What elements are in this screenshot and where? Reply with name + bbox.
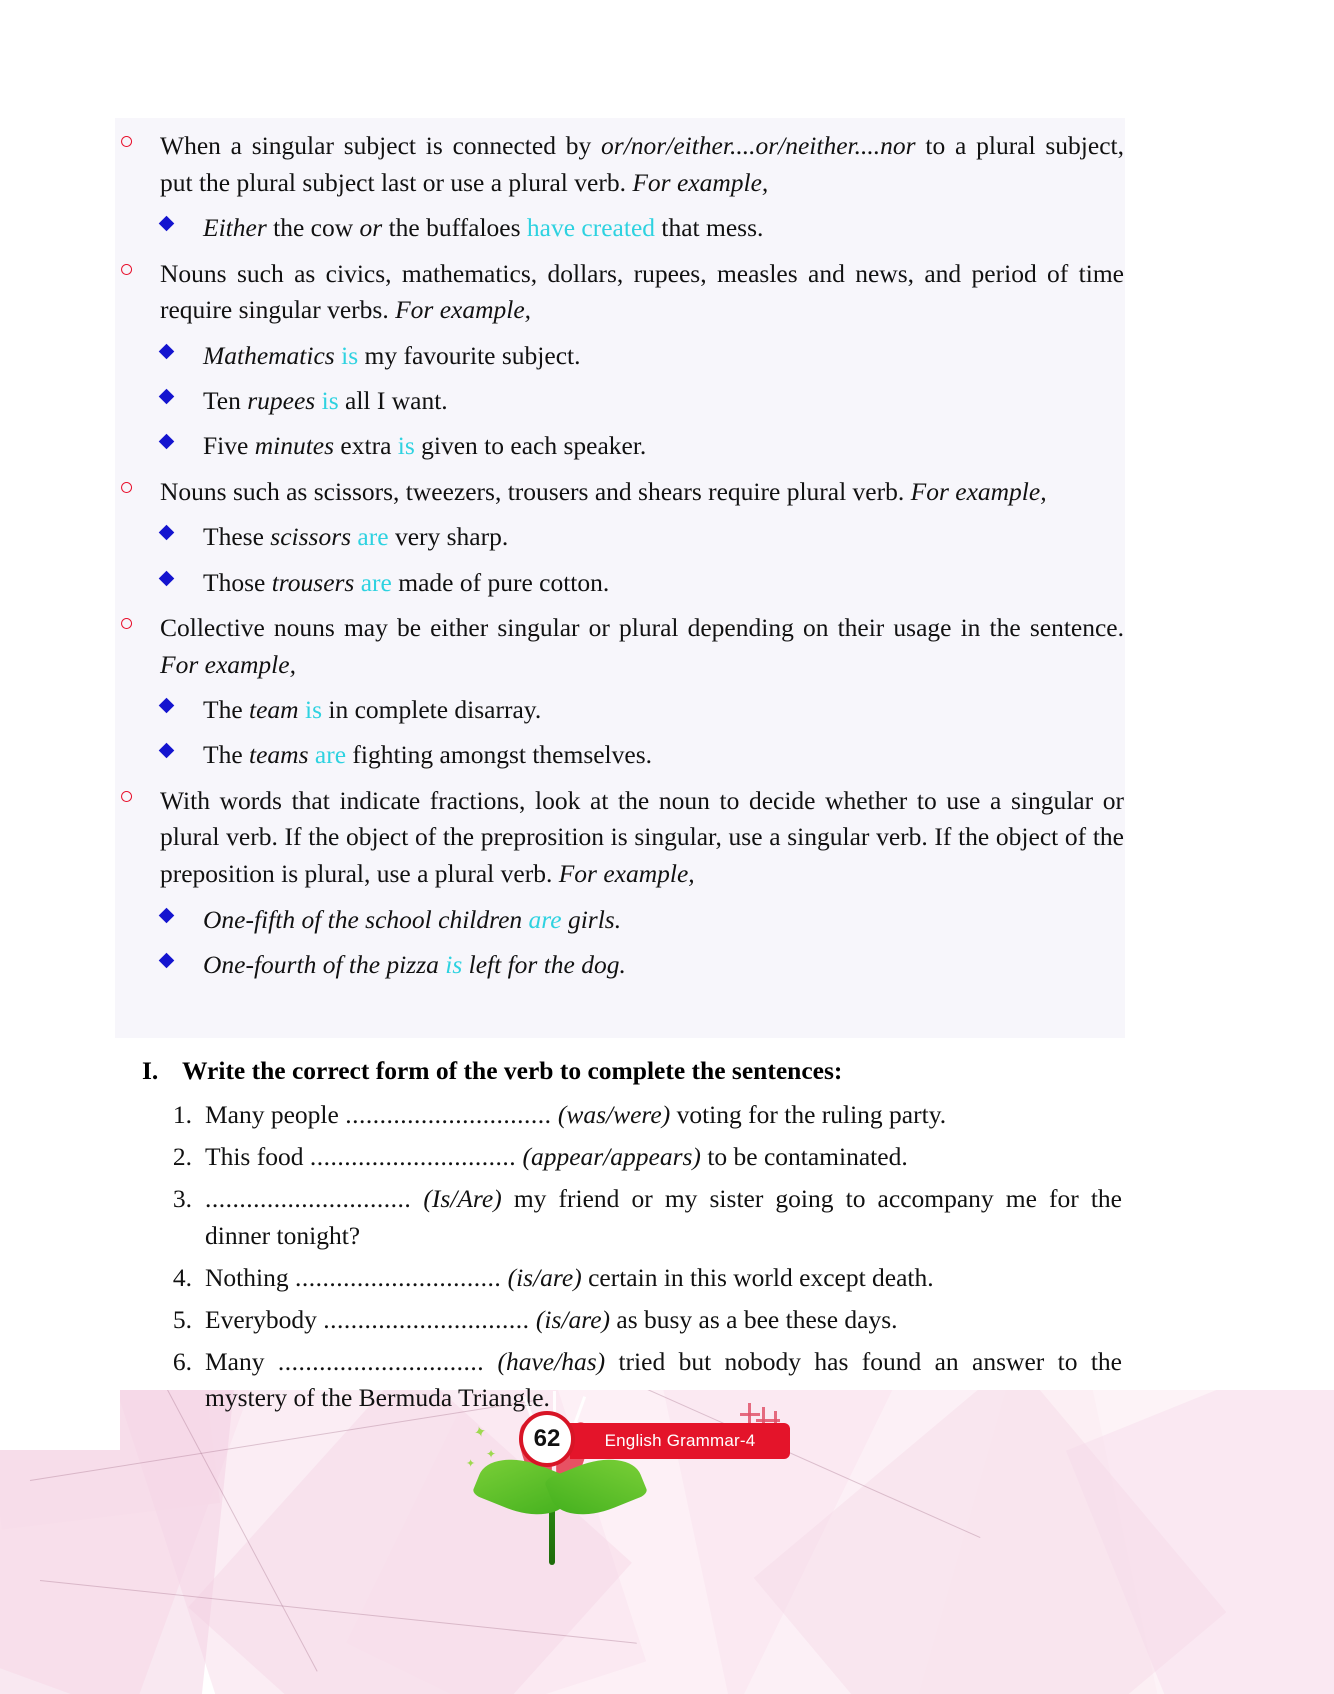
blank-dots: .............................. bbox=[205, 1183, 412, 1213]
italic-text: (appear/appears) bbox=[516, 1141, 701, 1171]
exercise-item-numeral: 6. bbox=[172, 1346, 192, 1376]
highlighted-verb: is bbox=[304, 695, 322, 725]
example-item bbox=[0, 383, 1334, 419]
example-item bbox=[0, 338, 1334, 374]
body-text: certain in this world except death. bbox=[581, 1262, 934, 1292]
italic-text: (was/were) bbox=[551, 1099, 671, 1129]
italic-text: minutes bbox=[254, 431, 335, 461]
blank-dots: .............................. bbox=[323, 1304, 530, 1334]
rule-item bbox=[0, 783, 1334, 893]
body-text: Everybody bbox=[205, 1304, 324, 1334]
italic-text: or/nor/either....or/neither....nor bbox=[601, 131, 916, 160]
rule-text bbox=[160, 128, 1124, 201]
example-item bbox=[0, 692, 1334, 728]
rule-item bbox=[0, 474, 1334, 511]
italic-text: (is/are) bbox=[501, 1262, 582, 1292]
italic-text: (is/are) bbox=[529, 1304, 611, 1334]
exercise-item-numeral: 1. bbox=[172, 1099, 192, 1129]
italic-text: (have/has) bbox=[484, 1346, 606, 1376]
example-text bbox=[203, 210, 1124, 246]
exercise-item-text bbox=[205, 1142, 908, 1171]
body-text: Those bbox=[203, 567, 272, 597]
exercise-item-list bbox=[0, 1097, 1334, 1418]
example-item bbox=[0, 519, 1334, 555]
highlighted-verb: is bbox=[321, 386, 339, 416]
rule-item bbox=[0, 256, 1334, 329]
blue-diamond-bullet-icon bbox=[159, 698, 175, 714]
italic-text: rupees bbox=[247, 386, 316, 416]
body-text: Nothing bbox=[205, 1262, 295, 1292]
example-text bbox=[203, 565, 1124, 601]
body-text: that mess. bbox=[655, 213, 764, 243]
body-text: Nouns such as scissors, tweezers, trousers and shears require plural verb. bbox=[160, 476, 911, 506]
italic-text: left for the dog. bbox=[462, 950, 626, 980]
rule-text bbox=[160, 474, 1124, 511]
example-text bbox=[203, 737, 1124, 773]
body-text: made of pure cotton. bbox=[391, 567, 610, 597]
body-text: as busy as a bee these days. bbox=[610, 1304, 898, 1334]
body-text: in complete disarray. bbox=[322, 695, 542, 725]
italic-text: One-fifth of the school children bbox=[203, 904, 529, 934]
sparkle-icon: ✦ bbox=[486, 1447, 497, 1461]
exercise-numeral: I. bbox=[142, 1056, 159, 1085]
exercise-item-text bbox=[205, 1305, 898, 1334]
body-text: Collective nouns may be either singular or plural depending on their usage in the sentence. bbox=[160, 612, 1124, 642]
italic-text: For example, bbox=[558, 859, 695, 889]
red-circle-bullet-icon bbox=[119, 784, 134, 809]
body-text: the buffaloes bbox=[382, 213, 527, 243]
example-text bbox=[203, 428, 1124, 464]
exercise-item-numeral: 4. bbox=[172, 1262, 192, 1292]
highlighted-verb: are bbox=[314, 740, 347, 770]
body-text: my friend or my sister going to accompany me for the dinner tonight? bbox=[205, 1183, 1122, 1250]
book-title-banner bbox=[570, 1423, 790, 1459]
exercise-heading-text: Write the correct form of the verb to complete the sentences: bbox=[182, 1056, 843, 1085]
italic-text: Mathematics bbox=[203, 341, 335, 371]
exercise-item[interactable] bbox=[0, 1139, 1334, 1176]
example-item bbox=[0, 428, 1334, 464]
body-text: Many people bbox=[205, 1099, 346, 1129]
italic-text: girls. bbox=[561, 904, 622, 934]
highlighted-verb: are bbox=[357, 522, 389, 552]
page-number-badge bbox=[519, 1411, 575, 1467]
blank-dots: .............................. bbox=[294, 1262, 502, 1292]
red-circle-bullet-icon bbox=[119, 129, 134, 154]
body-text: the cow bbox=[266, 213, 360, 243]
highlighted-verb: is bbox=[445, 950, 463, 980]
body-text: When a singular subject is connected by bbox=[160, 131, 602, 160]
example-text bbox=[203, 947, 1124, 983]
blue-diamond-bullet-icon bbox=[159, 216, 175, 232]
blank-dots: .............................. bbox=[309, 1141, 517, 1171]
example-text bbox=[203, 519, 1124, 555]
body-text: all I want. bbox=[338, 386, 448, 416]
body-text: very sharp. bbox=[388, 522, 509, 552]
exercise-item[interactable] bbox=[0, 1181, 1334, 1255]
blue-diamond-bullet-icon bbox=[159, 953, 175, 969]
italic-text: teams bbox=[249, 740, 309, 770]
blue-diamond-bullet-icon bbox=[159, 525, 175, 541]
exercise-item-text bbox=[205, 1263, 934, 1292]
italic-text: One-fourth of the pizza bbox=[203, 950, 446, 980]
blue-diamond-bullet-icon bbox=[159, 344, 175, 360]
highlighted-verb: is bbox=[341, 341, 359, 371]
rule-item bbox=[0, 610, 1334, 683]
example-text bbox=[203, 338, 1124, 374]
italic-text: For example, bbox=[910, 476, 1047, 506]
body-text: fighting amongst themselves. bbox=[346, 740, 653, 770]
exercise-item[interactable] bbox=[0, 1260, 1334, 1297]
book-title-text: English Grammar-4 bbox=[604, 1431, 756, 1450]
exercise-item-numeral: 3. bbox=[172, 1183, 192, 1213]
exercise-section bbox=[0, 1053, 1334, 1422]
highlighted-verb: are bbox=[528, 904, 562, 934]
red-circle-bullet-icon bbox=[119, 257, 134, 282]
exercise-item-text bbox=[205, 1100, 946, 1129]
example-text bbox=[203, 692, 1124, 728]
italic-text: scissors bbox=[270, 522, 352, 552]
example-item bbox=[0, 902, 1334, 938]
italic-text: Either bbox=[203, 213, 267, 243]
body-text: voting for the ruling party. bbox=[670, 1099, 947, 1129]
example-item bbox=[0, 210, 1334, 246]
highlighted-verb: is bbox=[397, 431, 415, 461]
page-footer bbox=[0, 1395, 1334, 1575]
page-number-text: 62 bbox=[533, 1425, 561, 1452]
body-text: tried but nobody has found an answer to the mystery of the Bermuda Triangle. bbox=[205, 1346, 1122, 1413]
blue-diamond-bullet-icon bbox=[159, 434, 175, 450]
exercise-item[interactable] bbox=[0, 1302, 1334, 1339]
sparkle-icon: ✦ bbox=[472, 1423, 489, 1443]
body-text: This food bbox=[205, 1141, 310, 1171]
body-text: given to each speaker. bbox=[414, 431, 647, 461]
example-item bbox=[0, 947, 1334, 983]
body-text: The bbox=[203, 740, 250, 770]
exercise-item-text bbox=[205, 1184, 1122, 1250]
highlighted-verb: have created bbox=[526, 213, 656, 243]
exercise-item-numeral: 2. bbox=[172, 1141, 192, 1171]
body-text: Many bbox=[205, 1346, 278, 1376]
body-text: These bbox=[203, 522, 271, 552]
blue-diamond-bullet-icon bbox=[159, 570, 175, 586]
body-text: my favourite subject. bbox=[358, 341, 581, 371]
rule-item bbox=[0, 128, 1334, 201]
rule-text bbox=[160, 783, 1124, 893]
blank-dots: .............................. bbox=[277, 1346, 485, 1376]
body-text: With words that indicate fractions, look at the noun to decide whether to use a singular or plural verb. If the object of the preprosition is singular, use a singular verb. If the object of the preposition is plural, use a plural verb. bbox=[160, 785, 1124, 889]
body-text: Nouns such as civics, mathematics, dollars, rupees, measles and news, and period of time require singular verbs. bbox=[160, 258, 1124, 325]
example-item bbox=[0, 565, 1334, 601]
example-text bbox=[203, 902, 1124, 938]
body-text: extra bbox=[334, 431, 398, 461]
exercise-item[interactable] bbox=[0, 1097, 1334, 1134]
example-item bbox=[0, 737, 1334, 773]
italic-text: or bbox=[359, 213, 383, 243]
highlighted-verb: are bbox=[360, 567, 392, 597]
italic-text: For example, bbox=[395, 295, 532, 325]
body-text: The bbox=[203, 695, 250, 725]
blue-diamond-bullet-icon bbox=[159, 908, 175, 924]
rules-list bbox=[0, 128, 1334, 992]
body-text: to a plural subject, put the plural subject last or use a plural verb. bbox=[160, 131, 1124, 197]
body-text: to be contaminated. bbox=[700, 1141, 908, 1171]
italic-text: team bbox=[249, 695, 299, 725]
sparkle-icon: ✦ bbox=[466, 1458, 476, 1470]
blank-dots: .............................. bbox=[345, 1099, 552, 1129]
rule-text bbox=[160, 610, 1124, 683]
blue-diamond-bullet-icon bbox=[159, 389, 175, 405]
red-circle-bullet-icon bbox=[119, 475, 134, 500]
example-text bbox=[203, 383, 1124, 419]
body-text: Ten bbox=[203, 386, 248, 416]
rule-text bbox=[160, 256, 1124, 329]
italic-text: trousers bbox=[271, 567, 355, 597]
italic-text: For example, bbox=[632, 167, 769, 197]
blue-diamond-bullet-icon bbox=[159, 743, 175, 759]
body-text: Five bbox=[203, 431, 255, 461]
italic-text: For example, bbox=[160, 649, 296, 679]
exercise-heading bbox=[0, 1053, 1334, 1089]
red-circle-bullet-icon bbox=[119, 611, 134, 636]
exercise-item-numeral: 5. bbox=[172, 1304, 192, 1334]
italic-text: (Is/Are) bbox=[411, 1183, 502, 1213]
